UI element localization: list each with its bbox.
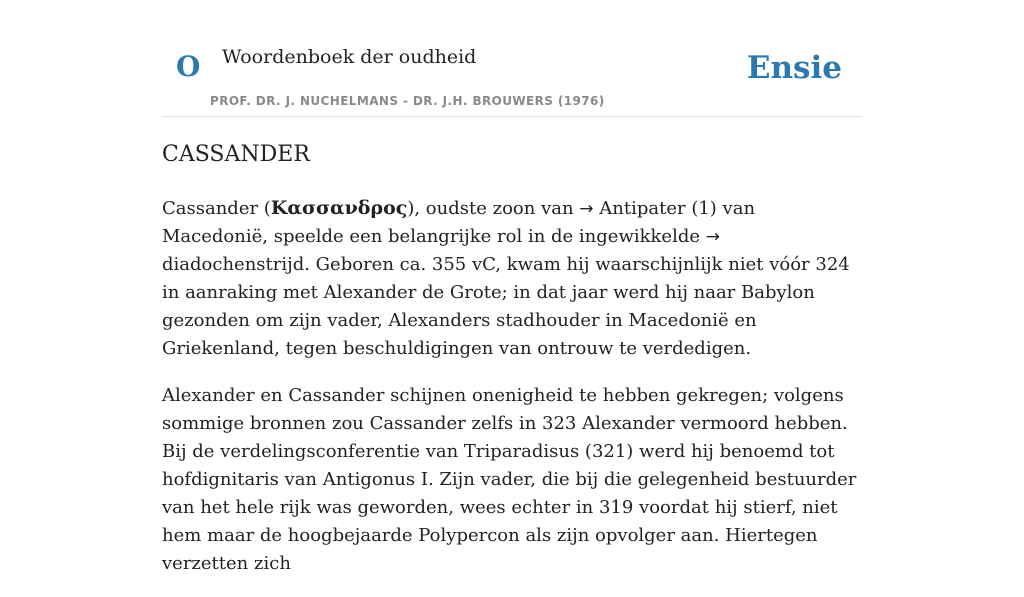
p1-text-2: ), oudste zoon van xyxy=(407,198,580,219)
antipater-link-label: Antipater (1) xyxy=(593,198,717,219)
book-title[interactable]: Woordenboek der oudheid xyxy=(222,46,477,68)
diadochenstrijd-link-label: diadochenstrijd xyxy=(162,254,305,275)
greek-name: Κασσανδρος xyxy=(270,197,408,219)
entry-content xyxy=(162,138,862,597)
paragraph-2: Alexander en Cassander schijnen onenigheid te hebben gekregen; volgens sommige bronnen zou Cassander zelfs in 323 Alexander vermoord hebben. Bij de verdelingsconferentie van Triparadisus (321) werd hij benoemd tot hofdignitaris van Antigonus I. Zijn vader, die bij die gelegenheid bestuurder van het hele rijk was geworden, wees echter in 319 voordat hij stierf, niet hem maar de hoogbejaarde Polypercon als zijn opvolger aan. Hiertegen verzetten zich xyxy=(162,385,857,574)
p1-text-3: van Macedonië, speelde een belangrijke rol in de ingewikkelde xyxy=(162,198,756,247)
arrow-icon: → xyxy=(705,227,720,247)
header xyxy=(162,0,862,117)
paragraph-1 xyxy=(162,194,862,363)
p1-text-4: . Geboren ca. 355 vC, kwam hij waarschijnlijk niet vóór 324 in aanraking met Alexander de Grote; in dat jaar werd hij naar Babylon gezonden om zijn vader, Alexanders stadhouder in Macedonië en Griekenland, tegen beschuldigingen van ontrouw te verdedigen. xyxy=(162,254,850,359)
entry-title: CASSANDER xyxy=(162,142,310,167)
antipater-link[interactable] xyxy=(579,198,717,219)
p1-text-start: Cassander ( xyxy=(162,198,271,219)
index-letter[interactable]: O xyxy=(176,50,201,83)
brand-logo[interactable]: Ensie xyxy=(746,50,842,86)
arrow-icon: → xyxy=(579,199,594,219)
authors-line: PROF. DR. J. NUCHELMANS - DR. J.H. BROUWERS (1976) xyxy=(210,94,605,108)
